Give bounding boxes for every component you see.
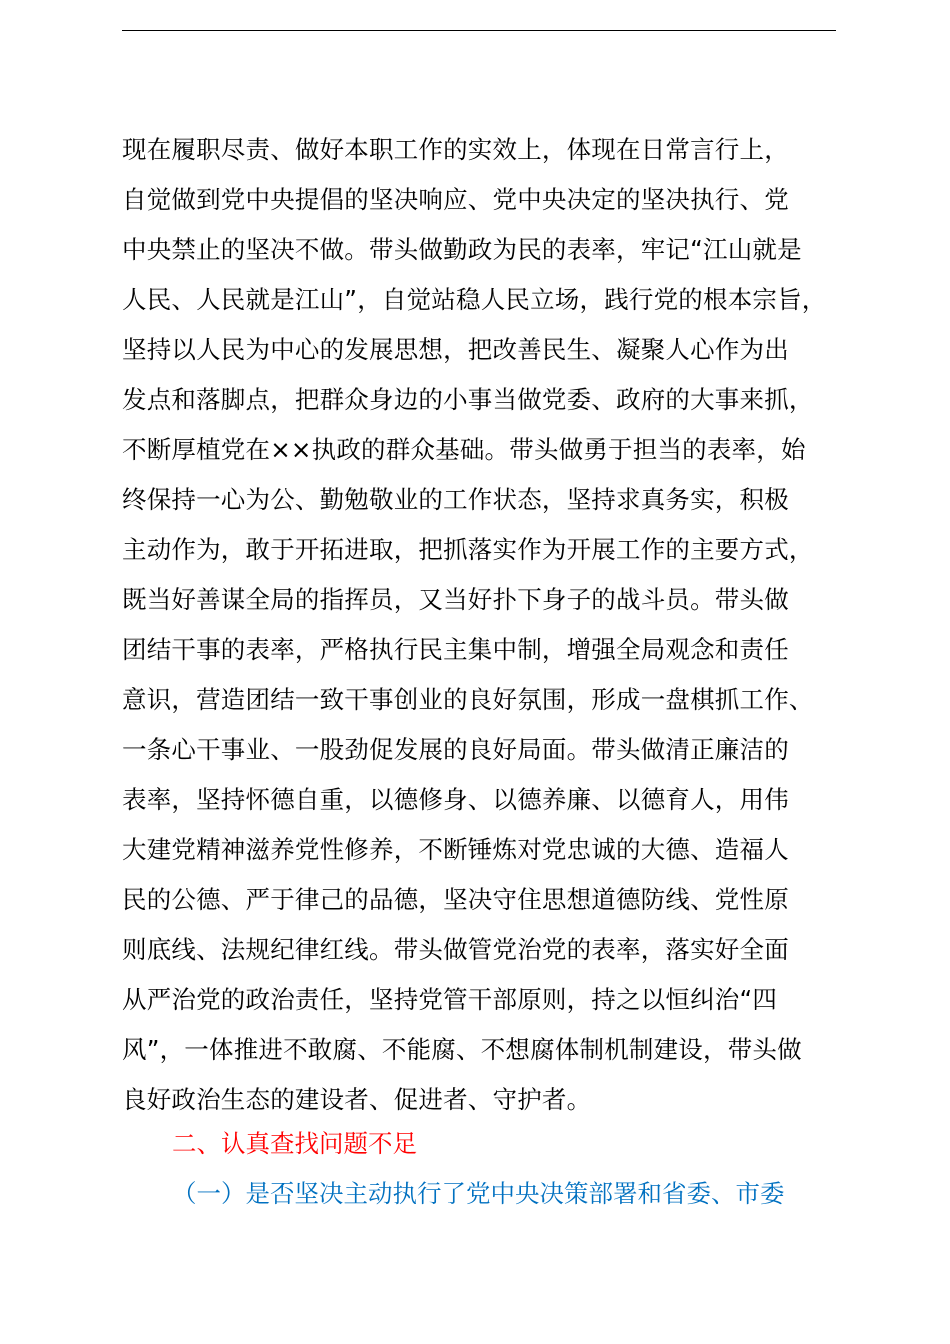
paragraph-line: 团结干事的表率，严格执行民主集中制，增强全局观念和责任 [122, 635, 789, 664]
paragraph-line: 现在履职尽责、做好本职工作的实效上，体现在日常言行上， [122, 135, 789, 164]
paragraph-line: 发点和落脚点，把群众身边的小事当做党委、政府的大事来抓， [122, 385, 814, 414]
paragraph-line: 表率，坚持怀德自重，以德修身、以德养廉、以德育人，用伟 [122, 785, 789, 814]
paragraph-line: 一条心干事业、一股劲促发展的良好局面。带头做清正廉洁的 [122, 735, 789, 764]
paragraph-line: 人民、人民就是江山”，自觉站稳人民立场，践行党的根本宗旨， [122, 285, 827, 314]
section-heading: 二、认真查找问题不足 [172, 1129, 417, 1158]
paragraph-line: 坚持以人民为中心的发展思想，把改善民生、凝聚人心作为出 [122, 335, 789, 364]
paragraph-line: 良好政治生态的建设者、促进者、守护者。 [122, 1085, 592, 1114]
header-rule [122, 30, 836, 31]
paragraph-line: 不断厚植党在××执政的群众基础。带头做勇于担当的表率，始 [122, 435, 806, 464]
subsection-heading: （一）是否坚决主动执行了党中央决策部署和省委、市委 [172, 1179, 785, 1208]
paragraph-line: 自觉做到党中央提倡的坚决响应、党中央决定的坚决执行、党 [122, 185, 789, 214]
paragraph-line: 中央禁止的坚决不做。带头做勤政为民的表率，牢记“江山就是 [122, 235, 802, 264]
paragraph-line: 主动作为，敢于开拓进取，把抓落实作为开展工作的主要方式， [122, 535, 814, 564]
paragraph-line: 大建党精神滋养党性修养，不断锤炼对党忠诚的大德、造福人 [122, 835, 789, 864]
paragraph-line: 从严治党的政治责任，坚持党管干部原则，持之以恒纠治“四 [122, 985, 778, 1014]
paragraph-line: 终保持一心为公、勤勉敬业的工作状态，坚持求真务实，积极 [122, 485, 789, 514]
paragraph-line: 意识，营造团结一致干事创业的良好氛围，形成一盘棋抓工作、 [122, 685, 814, 714]
paragraph-line: 风”，一体推进不敢腐、不能腐、不想腐体制机制建设，带头做 [122, 1035, 802, 1064]
paragraph-line: 既当好善谋全局的指挥员，又当好扑下身子的战斗员。带头做 [122, 585, 789, 614]
paragraph-line: 民的公德、严于律己的品德，坚决守住思想道德防线、党性原 [122, 885, 789, 914]
paragraph-line: 则底线、法规纪律红线。带头做管党治党的表率，落实好全面 [122, 935, 789, 964]
body-paragraph [122, 125, 862, 1125]
